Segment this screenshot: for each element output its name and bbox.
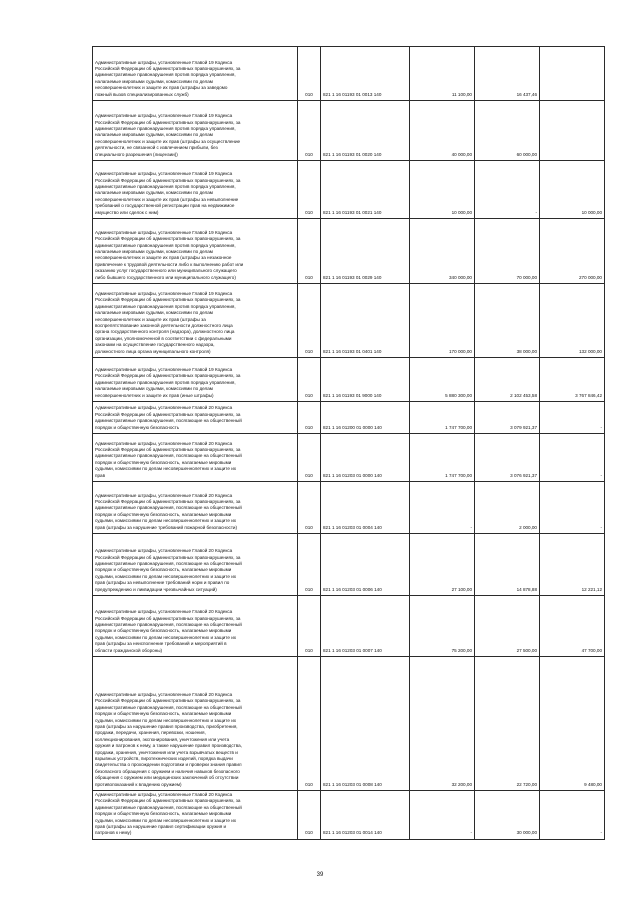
row-name: Административные штрафы, установленные Главой 20 Кодекса Российской Федерации об административных правонарушениях, за административные правонарушения, посягающие на общественный порядок и общественную безопасность [93,402,298,434]
row-code: 010 [298,482,321,534]
row-approved: 1 747 700,00 [410,402,475,434]
table-row [93,482,605,534]
table-row [93,534,605,596]
row-code: 010 [298,219,321,284]
row-approved: 27 100,00 [410,534,475,596]
row-unexecuted: - [540,482,605,534]
row-executed: 22 720,00 [475,657,540,791]
row-code: 010 [298,47,321,101]
table-row [93,161,605,219]
row-kbk: 821 1 16 01203 01 0006 140 [321,534,410,596]
row-kbk: 821 1 16 01193 01 0401 140 [321,284,410,358]
row-approved: 32 200,00 [410,657,475,791]
row-approved: 75 200,00 [410,596,475,657]
row-name: Административные штрафы, установленные Главой 19 Кодекса Российской Федерации об административных правонарушениях, за административные правонарушения против порядка управления, налагаемые мировыми судьями, комиссиями по делам несовершеннолетних и защите их прав (иные штрафы) [93,358,298,402]
row-executed: 30 000,00 [475,791,540,840]
row-executed: 70 000,00 [475,219,540,284]
row-kbk: 821 1 16 01203 01 0014 140 [321,791,410,840]
row-kbk: 821 1 16 01193 01 0013 140 [321,47,410,101]
table-row [93,358,605,402]
row-name: Административные штрафы, установленные Главой 19 Кодекса Российской Федерации об административных правонарушениях, за административные правонарушения против порядка управления, налагаемые мировыми судьями, комиссиями по делам несовершеннолетних и защите их прав (штрафы за осуществление деятельности, не связанной с извлечением прибыли, без специального разрешения (лицензии)) [93,101,298,161]
table-row [93,284,605,358]
row-unexecuted: - [540,434,605,482]
row-approved: 11 100,00 [410,47,475,101]
row-code: 010 [298,534,321,596]
row-kbk: 821 1 16 01193 01 0029 140 [321,219,410,284]
row-kbk: 821 1 16 01193 01 9000 140 [321,358,410,402]
row-code: 010 [298,657,321,791]
row-approved: 340 000,00 [410,219,475,284]
row-code: 010 [298,434,321,482]
row-code: 010 [298,358,321,402]
row-executed: 3 076 921,37 [475,434,540,482]
row-unexecuted: 9 480,00 [540,657,605,791]
page-number: 39 [316,872,324,878]
row-approved: 1 747 700,00 [410,434,475,482]
row-unexecuted: 270 000,00 [540,219,605,284]
budget-table [92,46,605,840]
row-code: 010 [298,402,321,434]
row-executed: 2 102 453,58 [475,358,540,402]
row-executed: 2 000,00 [475,482,540,534]
row-code: 010 [298,791,321,840]
row-kbk: 821 1 16 01203 01 0000 140 [321,434,410,482]
row-approved: - [410,791,475,840]
row-name: Административные штрафы, установленные Главой 20 Кодекса Российской Федерации об административных правонарушениях, за административные правонарушения, посягающие на общественный порядок и общественную безопасность, налагаемые мировыми судьями, комиссиями по делам несовершеннолетних и защите их прав [93,434,298,482]
row-unexecuted [540,47,605,101]
table-row [93,791,605,840]
row-approved: 10 000,00 [410,161,475,219]
row-unexecuted: 47 700,00 [540,596,605,657]
table-row [93,101,605,161]
row-code: 010 [298,596,321,657]
table-row [93,596,605,657]
row-unexecuted [540,101,605,161]
row-code: 010 [298,101,321,161]
row-kbk: 821 1 16 01193 01 0020 140 [321,101,410,161]
table-row [93,219,605,284]
row-approved: - [410,482,475,534]
row-kbk: 821 1 16 01203 01 0004 140 [321,482,410,534]
row-unexecuted: - [540,402,605,434]
row-unexecuted: - [540,791,605,840]
row-unexecuted: 132 000,00 [540,284,605,358]
row-approved: 5 880 300,00 [410,358,475,402]
row-name: Административные штрафы, установленные Главой 20 Кодекса Российской Федерации об административных правонарушениях, за административные правонарушения, посягающие на общественный порядок и общественную безопасность, налагаемые мировыми судьями, комиссиями по делам несовершеннолетних и защите их прав (штрафы за нарушение требований пожарной безопасности) [93,482,298,534]
row-name: Административные штрафы, установленные Главой 20 Кодекса Российской Федерации об административных правонарушениях, за административные правонарушения, посягающие на общественный порядок и общественную безопасность, налагаемые мировыми судьями, комиссиями по делам несовершеннолетних и защите их прав (штрафы за нарушение правил сертификации оружия и патронов к нему) [93,791,298,840]
row-executed: 60 000,00 [475,101,540,161]
table-row [93,434,605,482]
row-kbk: 821 1 16 01193 01 0021 140 [321,161,410,219]
row-kbk: 821 1 16 01200 01 0000 140 [321,402,410,434]
row-executed: 16 437,46 [475,47,540,101]
row-unexecuted: 12 221,12 [540,534,605,596]
row-name: Административные штрафы, установленные Главой 19 Кодекса Российской Федерации об административных правонарушениях, за административные правонарушения против порядка управления, налагаемые мировыми судьями, комиссиями по делам несовершеннолетних и защите их прав (штрафы за заведомо ложный вызов специализированных служб) [93,47,298,101]
table-row [93,657,605,791]
row-executed: 27 500,00 [475,596,540,657]
table-row [93,402,605,434]
row-name: Административные штрафы, установленные Главой 19 Кодекса Российской Федерации об административных правонарушениях, за административные правонарушения против порядка управления, налагаемые мировыми судьями, комиссиями по делам несовершеннолетних и защите их прав (штрафы за воспрепятствование законной деятельности должностного лица органа государственного контроля (надзора), должностного лица организации, уполномоченной в соответствии с федеральными законами на осуществление государственного надзора, должностного лица органа муниципального контроля) [93,284,298,358]
row-executed: 3 079 921,37 [475,402,540,434]
table-row [93,47,605,101]
row-name: Административные штрафы, установленные Главой 19 Кодекса Российской Федерации об административных правонарушениях, за административные правонарушения против порядка управления, налагаемые мировыми судьями, комиссиями по делам несовершеннолетних и защите их прав (штрафы за невыполнение требований о государственной регистрации прав на недвижимое имущество или сделок с ним) [93,161,298,219]
row-name: Административные штрафы, установленные Главой 19 Кодекса Российской Федерации об административных правонарушениях, за административные правонарушения против порядка управления, налагаемые мировыми судьями, комиссиями по делам несовершеннолетних и защите их прав (штрафы за незаконное привлечение к трудовой деятельности либо к выполнению работ или оказанию услуг государственного или муниципального служащего либо бывшего государственного или муниципального служащего) [93,219,298,284]
row-approved: 170 000,00 [410,284,475,358]
row-executed: 38 000,00 [475,284,540,358]
row-unexecuted: 3 767 846,42 [540,358,605,402]
row-executed: 14 878,88 [475,534,540,596]
row-name: Административные штрафы, установленные Главой 20 Кодекса Российской Федерации об административных правонарушениях, за административные правонарушения, посягающие на общественный порядок и общественную безопасность, налагаемые мировыми судьями, комиссиями по делам несовершеннолетних и защите их прав (штрафы за неисполнение требований и мероприятий в области гражданской обороны) [93,596,298,657]
row-code: 010 [298,284,321,358]
row-name: Административные штрафы, установленные Главой 20 Кодекса Российской Федерации об административных правонарушениях, за административные правонарушения, посягающие на общественный порядок и общественную безопасность, налагаемые мировыми судьями, комиссиями по делам несовершеннолетних и защите их прав (штрафы за невыполнение требований норм и правил по предупреждению и ликвидации чрезвычайных ситуаций) [93,534,298,596]
row-unexecuted: 10 000,00 [540,161,605,219]
row-code: 010 [298,161,321,219]
row-approved: 40 000,00 [410,101,475,161]
row-kbk: 821 1 16 01203 01 0007 140 [321,596,410,657]
row-executed: - [475,161,540,219]
row-kbk: 821 1 16 01203 01 0008 140 [321,657,410,791]
row-name: Административные штрафы, установленные Главой 20 Кодекса Российской Федерации об административных правонарушениях, за административные правонарушения, посягающие на общественный порядок и общественную безопасность, налагаемые мировыми судьями, комиссиями по делам несовершеннолетних и защите их прав (штрафы за нарушение правил производства, приобретения, продажи, передачи, хранения, перевозки, ношения, коллекционирования, экспонирования, уничтожения или учета оружия и патронов к нему, а также нарушение правил производства, продажи, хранения, уничтожения или учета взрывчатых веществ и взрывных устройств, пиротехнических изделий, порядка выдачи свидетельства о прохождении подготовки и проверки знания правил безопасного обращения с оружием и наличия навыков безопасного обращения с оружием или медицинских заключений об отсутствии противопоказаний к владению оружием) [93,657,298,791]
